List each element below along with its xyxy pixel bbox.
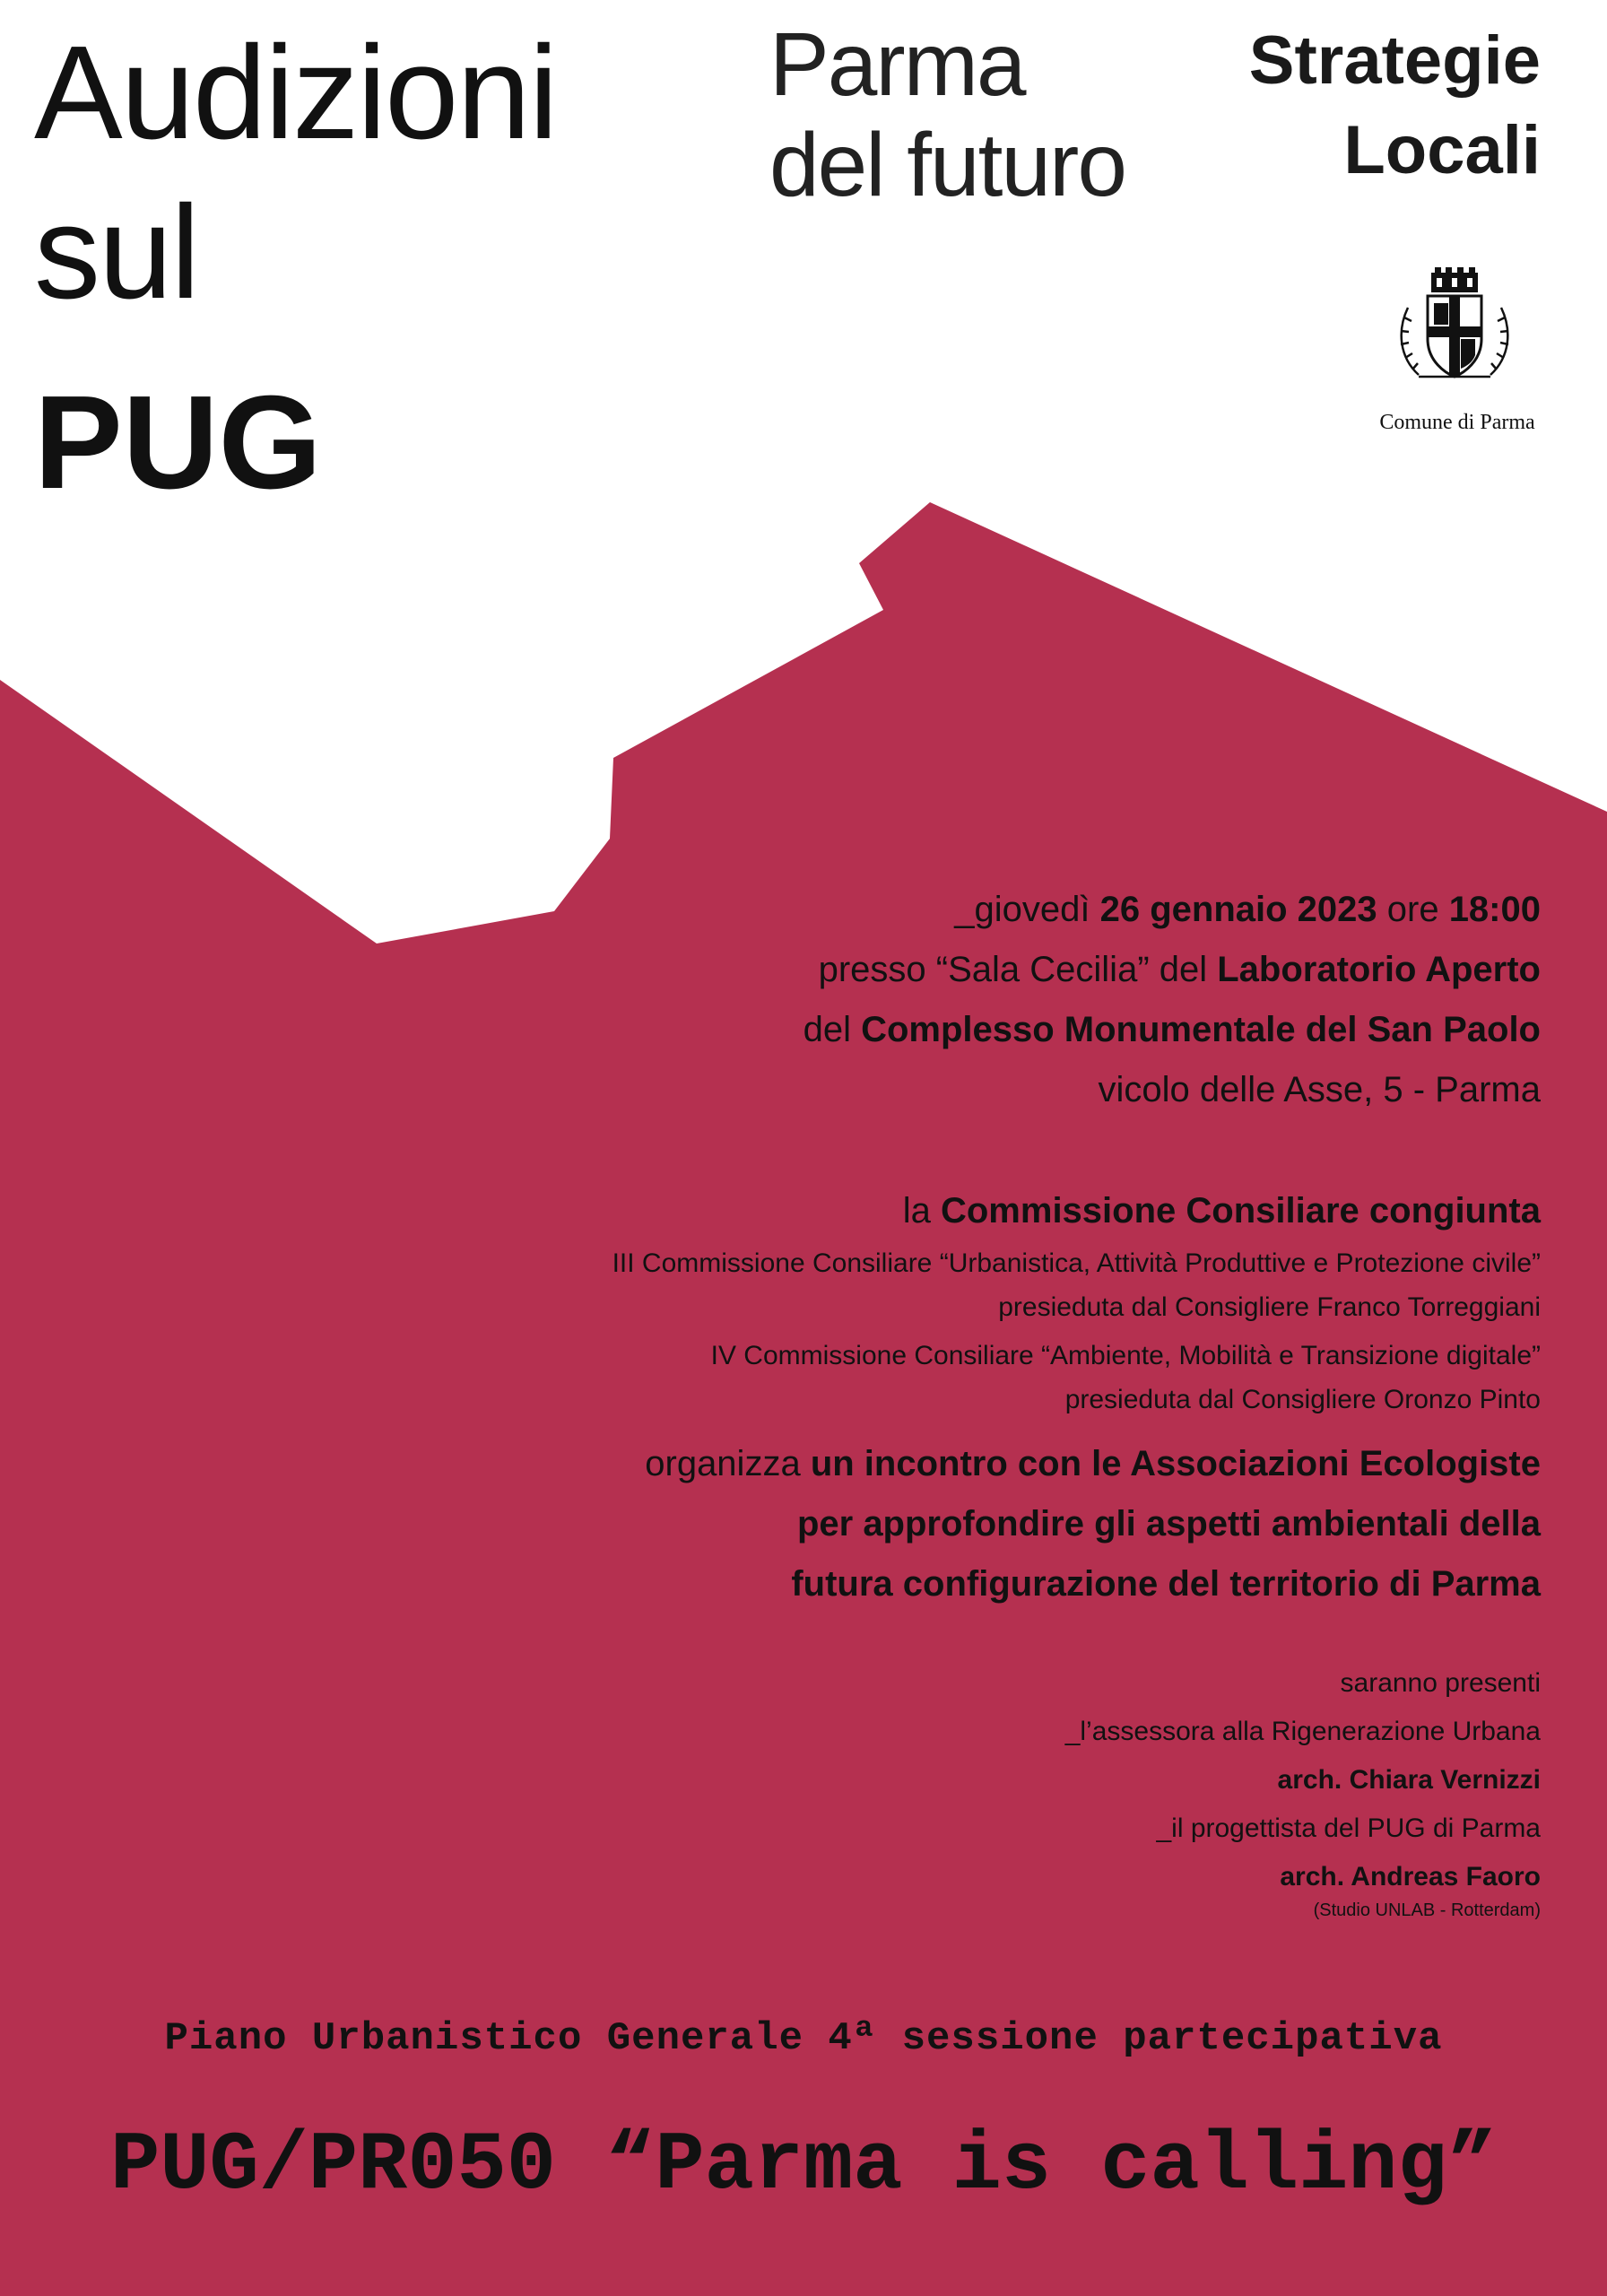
commission-iv-chair: presieduta dal Consigliere Oronzo Pinto: [1064, 1385, 1541, 1414]
time-prefix: ore: [1377, 890, 1449, 929]
speaker-2-role: _il progettista del PUG di Parma: [1156, 1813, 1541, 1843]
event-complex: Complesso Monumentale del San Paolo: [861, 1010, 1541, 1049]
purpose-line-1: [645, 1446, 1541, 1482]
strategie-label: Strategie: [1248, 22, 1541, 99]
tagline: PUG/PR050 “Parma is calling”: [110, 2118, 1497, 2213]
purpose-text-1: un incontro con le Associazioni Ecologiste: [810, 1444, 1541, 1483]
title-line-audizioni: Audizioni: [34, 19, 557, 167]
speaker-1-name: arch. Chiara Vernizzi: [1277, 1765, 1541, 1795]
commission-intro-line: [903, 1193, 1541, 1229]
session-line: Piano Urbanistico Generale 4ª sessione partecipativa: [164, 2016, 1443, 2061]
speakers-heading: saranno presenti: [1340, 1668, 1541, 1698]
purpose-line-3: futura configurazione del territorio di Parma: [791, 1564, 1541, 1604]
speaker-2-name: arch. Andreas Faoro: [1280, 1862, 1541, 1892]
purpose-line-2: per approfondire gli aspetti ambientali della: [796, 1504, 1541, 1544]
purpose-prefix: organizza: [645, 1444, 811, 1483]
event-date: 26 gennaio 2023: [1099, 890, 1377, 929]
speaker-2-affiliation: (Studio UNLAB - Rotterdam): [1313, 1900, 1541, 1920]
event-date-line: [954, 891, 1541, 927]
date-prefix: _giovedì: [954, 890, 1100, 929]
event-venue-line: [819, 952, 1541, 987]
commission-iii-chair: presieduta dal Consigliere Franco Torreggiani: [998, 1292, 1541, 1322]
complex-prefix: del: [803, 1010, 862, 1049]
locali-label: Locali: [1343, 112, 1541, 188]
speaker-1-role: _l’assessora alla Rigenerazione Urbana: [1064, 1717, 1541, 1746]
event-complex-line: [804, 1012, 1541, 1048]
title-line-pug: PUG: [34, 369, 322, 517]
event-address: vicolo delle Asse, 5 - Parma: [1098, 1070, 1541, 1109]
event-time: 18:00: [1448, 890, 1541, 929]
commission-iv: IV Commissione Consiliare “Ambiente, Mobilità e Transizione digitale”: [710, 1341, 1541, 1370]
commission-name: Commissione Consiliare congiunta: [940, 1191, 1541, 1231]
subtitle-del-futuro: del futuro: [769, 115, 1125, 215]
venue-prefix: presso “Sala Cecilia” del: [818, 950, 1218, 989]
coat-of-arms-icon: [1392, 267, 1517, 402]
event-venue: Laboratorio Aperto: [1217, 950, 1541, 989]
subtitle-parma: Parma: [769, 14, 1025, 115]
comune-di-parma-label: Comune di Parma: [1379, 411, 1535, 434]
commission-prefix: la: [902, 1191, 941, 1231]
commission-iii: III Commissione Consiliare “Urbanistica, Attività Produttive e Protezione civile”: [612, 1248, 1541, 1278]
title-line-sul: sul: [34, 178, 199, 326]
